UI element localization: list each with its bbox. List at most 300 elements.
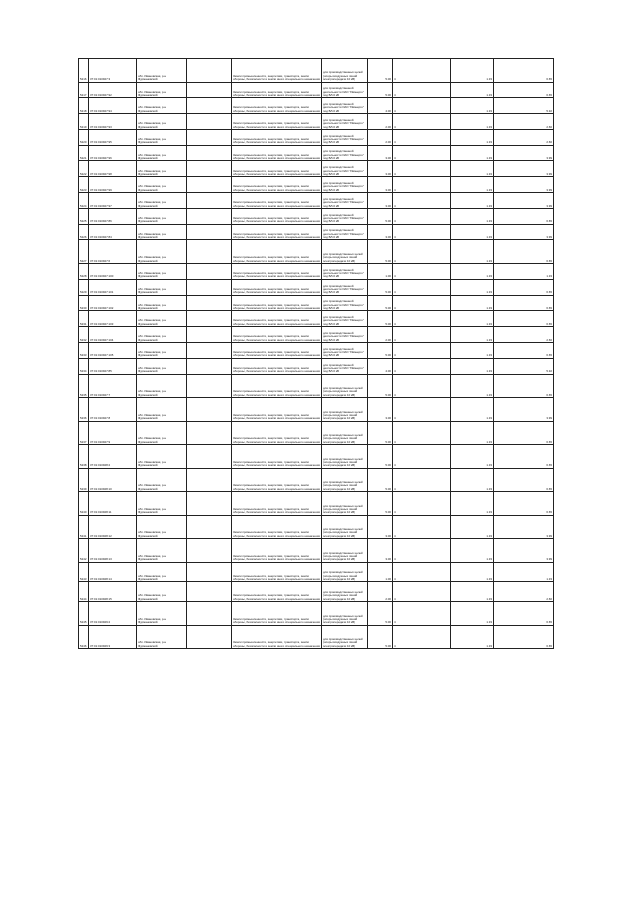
- category-digit: 4: [394, 557, 396, 562]
- area-cell: 2.00: [368, 114, 393, 130]
- land-category-cell: Земли промышленности, энергетики, транспорта, земли обороны, безопасности и земли иного специального назначения: [232, 59, 322, 83]
- rate-cell: 1.33: [451, 468, 494, 492]
- land-category-cell: Земли промышленности, энергетики, транспорта, земли обороны, безопасности и земли иного специального назначения: [232, 358, 322, 374]
- category-digit: 4: [394, 306, 396, 311]
- category-cell: [393, 311, 451, 327]
- table-row: [79, 295, 554, 311]
- category-cell: [393, 562, 451, 582]
- address-cell: обл. Ивановская, р-н Фурмановский: [137, 468, 187, 492]
- table-row: [79, 358, 554, 374]
- cadastral-number-cell: 37:01:010927:3: [89, 59, 137, 83]
- empty-cell: [187, 208, 232, 224]
- category-cell: [393, 114, 451, 130]
- permitted-use-cell: для производственных целей (опоры воздушных линий электропередачи 10 кВ): [322, 515, 368, 539]
- address-cell: обл. Ивановская, р-н Фурмановский: [137, 98, 187, 114]
- rate-cell: 1.33: [451, 398, 494, 422]
- rate-cell: 1.33: [451, 98, 494, 114]
- table-row: [79, 129, 554, 145]
- permitted-use-cell: для производственных целей (опоры воздушных линий электропередачи 10 кВ): [322, 240, 368, 264]
- cost-cell: 2.66: [494, 114, 554, 130]
- address-cell: обл. Ивановская, р-н Фурмановский: [137, 421, 187, 445]
- category-digit: 4: [394, 235, 396, 240]
- category-cell: [393, 374, 451, 398]
- land-plots-table: [78, 58, 554, 649]
- cadastral-number-cell: 37:01:010927:6: [89, 240, 137, 264]
- empty-cell: [187, 193, 232, 209]
- category-digit: 4: [394, 77, 396, 82]
- permitted-use-cell: для производственных целей (опоры воздушных линий электропередачи 10 кВ): [322, 625, 368, 649]
- table-row: [79, 342, 554, 358]
- cadastral-number-cell: 37:01:010927:7: [89, 374, 137, 398]
- cadastral-number-cell: 37:01:010928:13: [89, 539, 137, 563]
- category-digit: 4: [394, 290, 396, 295]
- land-category-cell: Земли промышленности, энергетики, транспорта, земли обороны, безопасности и земли иного специального назначения: [232, 161, 322, 177]
- empty-cell: [187, 539, 232, 563]
- empty-cell: [187, 98, 232, 114]
- row-number-cell: 5222: [79, 161, 89, 177]
- row-number-cell: 5219: [79, 114, 89, 130]
- permitted-use-cell: для производственных целей (опоры воздушных линий электропередачи 10 кВ): [322, 468, 368, 492]
- table-row: [79, 208, 554, 224]
- category-digit: 4: [394, 463, 396, 468]
- rate-cell: 1.33: [451, 327, 494, 343]
- table-row: [79, 445, 554, 469]
- category-cell: [393, 582, 451, 602]
- rate-cell: 1.33: [451, 82, 494, 98]
- table-row: [79, 98, 554, 114]
- cadastral-number-cell: 37:01:010927:85: [89, 358, 137, 374]
- cadastral-number-cell: 37:01:010927:98: [89, 161, 137, 177]
- table-row: [79, 311, 554, 327]
- address-cell: обл. Ивановская, р-н Фурмановский: [137, 177, 187, 193]
- category-digit: 4: [394, 392, 396, 397]
- land-category-cell: Земли промышленности, энергетики, транспорта, земли обороны, безопасности и земли иного специального назначения: [232, 539, 322, 563]
- category-cell: [393, 625, 451, 649]
- land-category-cell: Земли промышленности, энергетики, транспорта, земли обороны, безопасности и земли иного специального назначения: [232, 224, 322, 240]
- rate-cell: 1.33: [451, 358, 494, 374]
- table-row: [79, 625, 554, 649]
- address-cell: обл. Ивановская, р-н Фурмановский: [137, 492, 187, 516]
- land-category-cell: Земли промышленности, энергетики, транспорта, земли обороны, безопасности и земли иного специального назначения: [232, 515, 322, 539]
- category-digit: 4: [394, 577, 396, 581]
- area-cell: 4.00: [368, 358, 393, 374]
- land-category-cell: Земли промышленности, энергетики, транспорта, земли обороны, безопасности и земли иного специального назначения: [232, 82, 322, 98]
- cost-cell: 2.66: [494, 129, 554, 145]
- category-cell: [393, 59, 451, 83]
- rate-cell: 1.33: [451, 114, 494, 130]
- area-cell: 5.00: [368, 295, 393, 311]
- category-digit: 4: [394, 353, 396, 358]
- cadastral-number-cell: 37:01:010927:103: [89, 311, 137, 327]
- table-row: [79, 492, 554, 516]
- cadastral-number-cell: 37:01:010928:15: [89, 582, 137, 602]
- category-cell: [393, 82, 451, 98]
- land-category-cell: Земли промышленности, энергетики, транспорта, земли обороны, безопасности и земли иного специального назначения: [232, 263, 322, 279]
- address-cell: обл. Ивановская, р-н Фурмановский: [137, 327, 187, 343]
- area-cell: 1.00: [368, 263, 393, 279]
- cost-cell: 6.65: [494, 492, 554, 516]
- area-cell: 5.00: [368, 342, 393, 358]
- category-cell: [393, 129, 451, 145]
- row-number-cell: 5226: [79, 224, 89, 240]
- table-row: [79, 161, 554, 177]
- empty-cell: [187, 240, 232, 264]
- category-cell: [393, 421, 451, 445]
- land-category-cell: Земли промышленности, энергетики, транспорта, земли обороны, безопасности и земли иного специального назначения: [232, 240, 322, 264]
- category-cell: [393, 468, 451, 492]
- area-cell: 2.00: [368, 129, 393, 145]
- empty-cell: [187, 295, 232, 311]
- category-cell: [393, 398, 451, 422]
- land-category-cell: Земли промышленности, энергетики, транспорта, земли обороны, безопасности и земли иного специального назначения: [232, 492, 322, 516]
- address-cell: обл. Ивановская, р-н Фурмановский: [137, 82, 187, 98]
- empty-cell: [187, 358, 232, 374]
- land-category-cell: Земли промышленности, энергетики, транспорта, земли обороны, безопасности и земли иного специального назначения: [232, 582, 322, 602]
- table-row: [79, 562, 554, 582]
- category-cell: [393, 208, 451, 224]
- area-cell: 3.00: [368, 515, 393, 539]
- category-cell: [393, 161, 451, 177]
- permitted-use-cell: для производственной деятельности ОАО "Ивэнерго" под ВЛ-6 кВ: [322, 342, 368, 358]
- cost-cell: 3.99: [494, 145, 554, 161]
- area-cell: 2.00: [368, 327, 393, 343]
- permitted-use-cell: для производственных целей (опоры воздушных линий электропередачи 10 кВ): [322, 421, 368, 445]
- address-cell: обл. Ивановская, р-н Фурмановский: [137, 59, 187, 83]
- category-digit: 4: [394, 140, 396, 145]
- area-cell: 3.00: [368, 224, 393, 240]
- category-digit: 4: [394, 439, 396, 444]
- row-number-cell: 5245: [79, 602, 89, 626]
- table-body: [79, 59, 554, 649]
- area-cell: 5.00: [368, 374, 393, 398]
- table-row: [79, 327, 554, 343]
- cost-cell: 6.65: [494, 311, 554, 327]
- empty-cell: [187, 492, 232, 516]
- row-number-cell: 5244: [79, 582, 89, 602]
- address-cell: обл. Ивановская, р-н Фурмановский: [137, 445, 187, 469]
- cadastral-number-cell: 37:01:010927:95: [89, 129, 137, 145]
- cost-cell: 3.99: [494, 161, 554, 177]
- empty-cell: [187, 177, 232, 193]
- address-cell: обл. Ивановская, р-н Фурмановский: [137, 602, 187, 626]
- cost-cell: 6.65: [494, 625, 554, 649]
- rate-cell: 1.33: [451, 193, 494, 209]
- permitted-use-cell: для производственных целей (опоры воздушных линий электропередачи 10 кВ): [322, 602, 368, 626]
- category-digit: 4: [394, 596, 396, 601]
- cadastral-number-cell: 37:01:010928:12: [89, 515, 137, 539]
- rate-cell: 1.33: [451, 311, 494, 327]
- permitted-use-cell: для производственных целей (опоры воздушных линий электропередачи 10 кВ): [322, 374, 368, 398]
- category-digit: 4: [394, 416, 396, 421]
- rate-cell: 1.33: [451, 263, 494, 279]
- rate-cell: 1.33: [451, 177, 494, 193]
- permitted-use-cell: для производственных целей (опоры воздушных линий электропередачи 10 кВ): [322, 582, 368, 602]
- table-row: [79, 193, 554, 209]
- cost-cell: 6.65: [494, 445, 554, 469]
- category-cell: [393, 295, 451, 311]
- permitted-use-cell: для производственной деятельности ОАО "Ивэнерго" под ВЛ-6 кВ: [322, 295, 368, 311]
- land-category-cell: Земли промышленности, энергетики, транспорта, земли обороны, безопасности и земли иного специального назначения: [232, 145, 322, 161]
- cadastral-number-cell: 37:01:010927:96: [89, 145, 137, 161]
- cost-cell: 3.99: [494, 398, 554, 422]
- permitted-use-cell: для производственной деятельности ОАО "Ивэнерго" под ВЛ-6 кВ: [322, 263, 368, 279]
- cost-cell: 6.65: [494, 421, 554, 445]
- permitted-use-cell: для производственной деятельности ОАО "Ивэнерго" под ВЛ-6 кВ: [322, 224, 368, 240]
- category-cell: [393, 358, 451, 374]
- address-cell: обл. Ивановская, р-н Фурмановский: [137, 374, 187, 398]
- row-number-cell: 5238: [79, 445, 89, 469]
- cost-cell: 6.65: [494, 602, 554, 626]
- land-category-cell: Земли промышленности, энергетики, транспорта, земли обороны, безопасности и земли иного специального назначения: [232, 114, 322, 130]
- cadastral-number-cell: 37:01:010927:97: [89, 193, 137, 209]
- category-digit: 4: [394, 486, 396, 491]
- empty-cell: [187, 114, 232, 130]
- address-cell: обл. Ивановская, р-н Фурмановский: [137, 224, 187, 240]
- table-row: [79, 582, 554, 602]
- cadastral-number-cell: 37:01:010927:105: [89, 342, 137, 358]
- cadastral-number-cell: 37:01:010927:8: [89, 398, 137, 422]
- table-row: [79, 398, 554, 422]
- cadastral-number-cell: 37:01:010927:101: [89, 279, 137, 295]
- address-cell: обл. Ивановская, р-н Фурмановский: [137, 208, 187, 224]
- table-row: [79, 59, 554, 83]
- category-cell: [393, 240, 451, 264]
- area-cell: 5.00: [368, 59, 393, 83]
- address-cell: обл. Ивановская, р-н Фурмановский: [137, 398, 187, 422]
- land-category-cell: Земли промышленности, энергетики, транспорта, земли обороны, безопасности и земли иного специального назначения: [232, 129, 322, 145]
- category-digit: 4: [394, 219, 396, 224]
- rate-cell: 1.33: [451, 59, 494, 83]
- table-row: [79, 468, 554, 492]
- permitted-use-cell: для производственной деятельности ОАО "Ивэнерго" под ВЛ-6 кВ: [322, 311, 368, 327]
- address-cell: обл. Ивановская, р-н Фурмановский: [137, 193, 187, 209]
- cadastral-number-cell: 37:01:010927:84: [89, 224, 137, 240]
- table-row: [79, 421, 554, 445]
- cost-cell: 6.65: [494, 208, 554, 224]
- rate-cell: 1.33: [451, 295, 494, 311]
- empty-cell: [187, 515, 232, 539]
- rate-cell: 1.33: [451, 145, 494, 161]
- category-digit: 4: [394, 108, 396, 113]
- area-cell: 5.00: [368, 445, 393, 469]
- category-cell: [393, 445, 451, 469]
- row-number-cell: 5221: [79, 145, 89, 161]
- cost-cell: 1.33: [494, 562, 554, 582]
- address-cell: обл. Ивановская, р-н Фурмановский: [137, 145, 187, 161]
- category-cell: [393, 492, 451, 516]
- cadastral-number-cell: 37:01:010928:2: [89, 445, 137, 469]
- empty-cell: [187, 59, 232, 83]
- address-cell: обл. Ивановская, р-н Фурмановский: [137, 625, 187, 649]
- category-cell: [393, 602, 451, 626]
- rate-cell: 1.33: [451, 492, 494, 516]
- row-number-cell: 5234: [79, 358, 89, 374]
- category-digit: 4: [394, 510, 396, 515]
- land-category-cell: Земли промышленности, энергетики, транспорта, земли обороны, безопасности и земли иного специального назначения: [232, 398, 322, 422]
- cadastral-number-cell: 37:01:010927:99: [89, 177, 137, 193]
- rate-cell: 1.33: [451, 515, 494, 539]
- category-cell: [393, 515, 451, 539]
- cost-cell: 6.65: [494, 342, 554, 358]
- row-number-cell: 5243: [79, 562, 89, 582]
- permitted-use-cell: для производственных целей (опоры воздушных линий электропередачи 10 кВ): [322, 492, 368, 516]
- cadastral-number-cell: 37:01:010928:10: [89, 468, 137, 492]
- table-row: [79, 374, 554, 398]
- rate-cell: 1.33: [451, 445, 494, 469]
- cost-cell: 5.32: [494, 98, 554, 114]
- table-row: [79, 515, 554, 539]
- rate-cell: 1.33: [451, 129, 494, 145]
- empty-cell: [187, 145, 232, 161]
- address-cell: обл. Ивановская, р-н Фурмановский: [137, 515, 187, 539]
- area-cell: 4.00: [368, 98, 393, 114]
- cost-cell: 3.99: [494, 177, 554, 193]
- cost-cell: 3.99: [494, 539, 554, 563]
- area-cell: 5.00: [368, 421, 393, 445]
- category-digit: 4: [394, 274, 396, 279]
- empty-cell: [187, 82, 232, 98]
- category-digit: 4: [394, 337, 396, 342]
- empty-cell: [187, 625, 232, 649]
- address-cell: обл. Ивановская, р-н Фурмановский: [137, 263, 187, 279]
- row-number-cell: 5239: [79, 468, 89, 492]
- category-digit: 4: [394, 171, 396, 176]
- permitted-use-cell: для производственных целей (опоры воздушных линий электропередачи 10 кВ): [322, 562, 368, 582]
- category-cell: [393, 279, 451, 295]
- land-category-cell: Земли промышленности, энергетики, транспорта, земли обороны, безопасности и земли иного специального назначения: [232, 327, 322, 343]
- category-cell: [393, 263, 451, 279]
- permitted-use-cell: для производственной деятельности ОАО "Ивэнерго" под ВЛ-6 кВ: [322, 98, 368, 114]
- row-number-cell: 5228: [79, 263, 89, 279]
- cost-cell: 6.65: [494, 468, 554, 492]
- area-cell: 5.00: [368, 279, 393, 295]
- permitted-use-cell: для производственной деятельности ОАО "Ивэнерго" под ВЛ-6 кВ: [322, 114, 368, 130]
- table-row: [79, 602, 554, 626]
- permitted-use-cell: для производственной деятельности ОАО "Ивэнерго" под ВЛ-6 кВ: [322, 193, 368, 209]
- row-number-cell: 5217: [79, 82, 89, 98]
- cost-cell: 6.65: [494, 279, 554, 295]
- row-number-cell: 5220: [79, 129, 89, 145]
- land-category-cell: Земли промышленности, энергетики, транспорта, земли обороны, безопасности и земли иного специального назначения: [232, 602, 322, 626]
- address-cell: обл. Ивановская, р-н Фурмановский: [137, 562, 187, 582]
- permitted-use-cell: для производственных целей (опоры воздушных линий электропередачи 10 кВ): [322, 59, 368, 83]
- row-number-cell: 5233: [79, 342, 89, 358]
- area-cell: 5.00: [368, 468, 393, 492]
- rate-cell: 1.33: [451, 539, 494, 563]
- address-cell: обл. Ивановская, р-н Фурмановский: [137, 539, 187, 563]
- permitted-use-cell: для производственной деятельности ОАО "Ивэнерго" под ВЛ-6 кВ: [322, 82, 368, 98]
- area-cell: 5.00: [368, 208, 393, 224]
- land-category-cell: Земли промышленности, энергетики, транспорта, земли обороны, безопасности и земли иного специального назначения: [232, 193, 322, 209]
- permitted-use-cell: для производственной деятельности ОАО "Ивэнерго" под ВЛ-6 кВ: [322, 129, 368, 145]
- empty-cell: [187, 445, 232, 469]
- table-row: [79, 177, 554, 193]
- area-cell: 5.00: [368, 492, 393, 516]
- permitted-use-cell: для производственной деятельности ОАО "Ивэнерго" под ВЛ-6 кВ: [322, 161, 368, 177]
- empty-cell: [187, 279, 232, 295]
- address-cell: обл. Ивановская, р-н Фурмановский: [137, 279, 187, 295]
- cost-cell: 1.33: [494, 263, 554, 279]
- row-number-cell: 5232: [79, 327, 89, 343]
- cost-cell: 6.65: [494, 82, 554, 98]
- rate-cell: 1.33: [451, 562, 494, 582]
- rate-cell: 1.33: [451, 208, 494, 224]
- empty-cell: [187, 582, 232, 602]
- address-cell: обл. Ивановская, р-н Фурмановский: [137, 582, 187, 602]
- category-cell: [393, 224, 451, 240]
- cost-cell: 6.65: [494, 374, 554, 398]
- area-cell: 5.00: [368, 311, 393, 327]
- row-number-cell: 5225: [79, 208, 89, 224]
- row-number-cell: 5242: [79, 539, 89, 563]
- cost-cell: 6.65: [494, 240, 554, 264]
- permitted-use-cell: для производственной деятельности ОАО "Ивэнерго" под ВЛ-6 кВ: [322, 327, 368, 343]
- row-number-cell: 5227: [79, 240, 89, 264]
- category-cell: [393, 98, 451, 114]
- category-digit: 4: [394, 124, 396, 129]
- empty-cell: [187, 129, 232, 145]
- row-number-cell: 5237: [79, 421, 89, 445]
- category-digit: 4: [394, 369, 396, 374]
- area-cell: 5.00: [368, 82, 393, 98]
- cost-cell: 6.65: [494, 295, 554, 311]
- rate-cell: 1.33: [451, 602, 494, 626]
- address-cell: обл. Ивановская, р-н Фурмановский: [137, 311, 187, 327]
- permitted-use-cell: для производственных целей (опоры воздушных линий электропередачи 10 кВ): [322, 445, 368, 469]
- land-category-cell: Земли промышленности, энергетики, транспорта, земли обороны, безопасности и земли иного специального назначения: [232, 562, 322, 582]
- row-number-cell: 5231: [79, 311, 89, 327]
- table-row: [79, 539, 554, 563]
- table-row: [79, 240, 554, 264]
- area-cell: 2.00: [368, 582, 393, 602]
- category-digit: 4: [394, 643, 396, 648]
- category-digit: 4: [394, 203, 396, 208]
- area-cell: 5.00: [368, 625, 393, 649]
- cadastral-number-cell: 37:01:010927:9: [89, 421, 137, 445]
- area-cell: 3.00: [368, 193, 393, 209]
- land-category-cell: Земли промышленности, энергетики, транспорта, земли обороны, безопасности и земли иного специального назначения: [232, 279, 322, 295]
- table-row: [79, 224, 554, 240]
- area-cell: 1.00: [368, 562, 393, 582]
- row-number-cell: 5235: [79, 374, 89, 398]
- land-category-cell: Земли промышленности, энергетики, транспорта, земли обороны, безопасности и земли иного специального назначения: [232, 177, 322, 193]
- cost-cell: 6.65: [494, 59, 554, 83]
- cadastral-number-cell: 37:01:010927:93: [89, 114, 137, 130]
- category-digit: 4: [394, 92, 396, 97]
- address-cell: обл. Ивановская, р-н Фурмановский: [137, 240, 187, 264]
- cadastral-number-cell: 37:01:010927:94: [89, 98, 137, 114]
- empty-cell: [187, 398, 232, 422]
- category-digit: 4: [394, 156, 396, 161]
- category-digit: 4: [394, 187, 396, 192]
- cost-cell: 3.99: [494, 193, 554, 209]
- permitted-use-cell: для производственной деятельности ОАО "Ивэнерго" под ВЛ-6 кВ: [322, 145, 368, 161]
- cadastral-number-cell: 37:01:010927:102: [89, 295, 137, 311]
- address-cell: обл. Ивановская, р-н Фурмановский: [137, 295, 187, 311]
- empty-cell: [187, 224, 232, 240]
- category-cell: [393, 193, 451, 209]
- empty-cell: [187, 374, 232, 398]
- permitted-use-cell: для производственной деятельности ОАО "Ивэнерго" под ВЛ-6 кВ: [322, 208, 368, 224]
- row-number-cell: 5218: [79, 98, 89, 114]
- permitted-use-cell: для производственной деятельности ОАО "Ивэнерго" под ВЛ-6 кВ: [322, 279, 368, 295]
- rate-cell: 1.33: [451, 421, 494, 445]
- address-cell: обл. Ивановская, р-н Фурмановский: [137, 161, 187, 177]
- category-cell: [393, 342, 451, 358]
- cadastral-number-cell: 37:01:010927:104: [89, 327, 137, 343]
- cost-cell: 5.32: [494, 358, 554, 374]
- land-category-cell: Земли промышленности, энергетики, транспорта, земли обороны, безопасности и земли иного специального назначения: [232, 421, 322, 445]
